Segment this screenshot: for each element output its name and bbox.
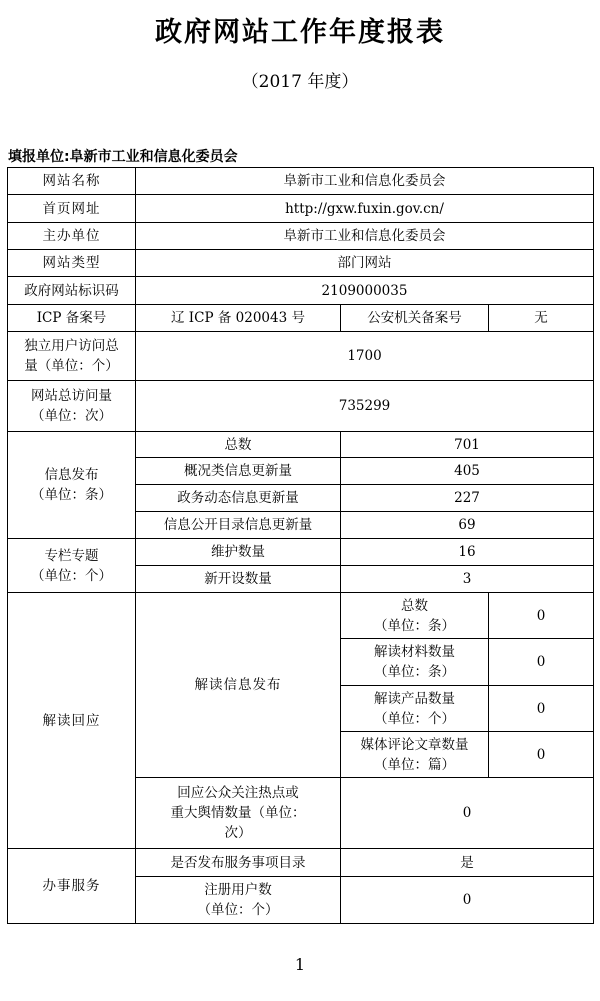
page-number: 1 — [294, 955, 306, 974]
registered-users-value: 0 — [341, 877, 594, 924]
icp-label: ICP 备案号 — [8, 305, 136, 332]
unique-visitors-label-line2: 量（单位：个） — [24, 358, 119, 374]
registered-users-label-line1: 注册用户数 — [204, 882, 272, 898]
response-label — [136, 778, 341, 849]
info-release-label — [8, 432, 136, 539]
columns-label-line2: （单位：个） — [31, 567, 112, 584]
interp-item-label-line2: （单位：条） — [374, 664, 455, 680]
service-catalog-label: 是否发布服务事项目录 — [136, 849, 341, 877]
site-type-label: 网站类型 — [8, 250, 136, 277]
info-item-value: 405 — [341, 458, 594, 485]
page-title: 政府网站工作年度报表 — [155, 17, 445, 48]
total-visits-value: 735299 — [136, 381, 594, 432]
row-site-type — [8, 250, 594, 277]
unique-visitors-value: 1700 — [136, 332, 594, 381]
response-label-line2: 重大舆情数量（单位： — [170, 805, 306, 821]
reporting-unit: 填报单位:阜新市工业和信息化委员会 — [8, 149, 238, 165]
info-item-label: 总数 — [136, 432, 341, 458]
interp-item-label — [341, 593, 489, 639]
total-visits-label — [8, 381, 136, 432]
site-name-value: 阜新市工业和信息化委员会 — [136, 168, 594, 195]
interp-item-label-line1: 解读材料数量 — [374, 644, 455, 660]
site-id-value: 2109000035 — [136, 277, 594, 305]
info-item-label: 概况类信息更新量 — [136, 458, 341, 485]
interp-item-label-line2: （单位：个） — [374, 710, 455, 727]
row-site-id — [8, 277, 594, 305]
interp-item-label-line1: 总数 — [401, 597, 428, 614]
police-record-label: 公安机关备案号 — [341, 305, 489, 332]
row-service-catalog — [8, 849, 594, 877]
interpretation-release-label: 解读信息发布 — [136, 593, 341, 778]
row-info-total — [8, 432, 594, 458]
columns-item-value: 16 — [341, 539, 594, 566]
service-catalog-value: 是 — [341, 849, 594, 877]
row-columns-maintained — [8, 539, 594, 566]
registered-users-label-line2: （单位：个） — [197, 902, 279, 918]
info-item-value: 69 — [341, 512, 594, 539]
columns-label — [8, 539, 136, 593]
interp-item-value: 0 — [489, 639, 594, 686]
response-value: 0 — [341, 778, 594, 849]
row-sponsor — [8, 223, 594, 250]
unique-visitors-label-line1: 独立用户访问总 — [24, 338, 119, 354]
row-interp-total — [8, 593, 594, 639]
response-label-line1: 回应公众关注热点或 — [177, 785, 299, 801]
columns-item-label: 维护数量 — [136, 539, 341, 566]
interp-item-label-line1: 媒体评论文章数量 — [360, 736, 469, 753]
police-record-value: 无 — [489, 305, 594, 332]
icp-value: 辽 ICP 备 020043 号 — [136, 305, 341, 332]
row-site-name — [8, 168, 594, 195]
interp-item-value: 0 — [489, 686, 594, 732]
row-total-visits — [8, 381, 594, 432]
info-item-value: 701 — [341, 432, 594, 458]
sponsor-value: 阜新市工业和信息化委员会 — [136, 223, 594, 250]
total-visits-label-line2: （单位：次） — [31, 408, 112, 424]
info-item-label: 信息公开目录信息更新量 — [136, 512, 341, 539]
site-name-label: 网站名称 — [8, 168, 136, 195]
homepage-label: 首页网址 — [8, 195, 136, 223]
row-icp — [8, 305, 594, 332]
columns-item-label: 新开设数量 — [136, 566, 341, 593]
site-id-label: 政府网站标识码 — [8, 277, 136, 305]
info-release-label-line2: （单位：条） — [31, 487, 112, 503]
response-label-line3: 次） — [224, 825, 252, 841]
row-unique-visitors — [8, 332, 594, 381]
interp-item-value: 0 — [489, 593, 594, 639]
sponsor-label: 主办单位 — [8, 223, 136, 250]
interp-item-label-line2: （单位：条） — [374, 617, 455, 634]
columns-label-line1: 专栏专题 — [44, 547, 99, 564]
interp-item-label — [341, 639, 489, 686]
interp-item-value: 0 — [489, 732, 594, 778]
report-year: （2017 年度） — [241, 72, 359, 92]
columns-item-value: 3 — [341, 566, 594, 593]
interp-item-label — [341, 732, 489, 778]
site-type-value: 部门网站 — [136, 250, 594, 277]
info-item-value: 227 — [341, 485, 594, 512]
total-visits-label-line1: 网站总访问量 — [31, 388, 112, 404]
info-release-label-line1: 信息发布 — [44, 467, 99, 483]
registered-users-label — [136, 877, 341, 924]
row-homepage — [8, 195, 594, 223]
unique-visitors-label — [8, 332, 136, 381]
interp-item-label — [341, 686, 489, 732]
report-table — [7, 167, 594, 924]
info-item-label: 政务动态信息更新量 — [136, 485, 341, 512]
homepage-value: http://gxw.fuxin.gov.cn/ — [136, 195, 594, 223]
interpretation-label: 解读回应 — [8, 593, 136, 849]
interp-item-label-line2: （单位：篇） — [374, 756, 455, 773]
services-label: 办事服务 — [8, 849, 136, 924]
interp-item-label-line1: 解读产品数量 — [374, 690, 455, 707]
